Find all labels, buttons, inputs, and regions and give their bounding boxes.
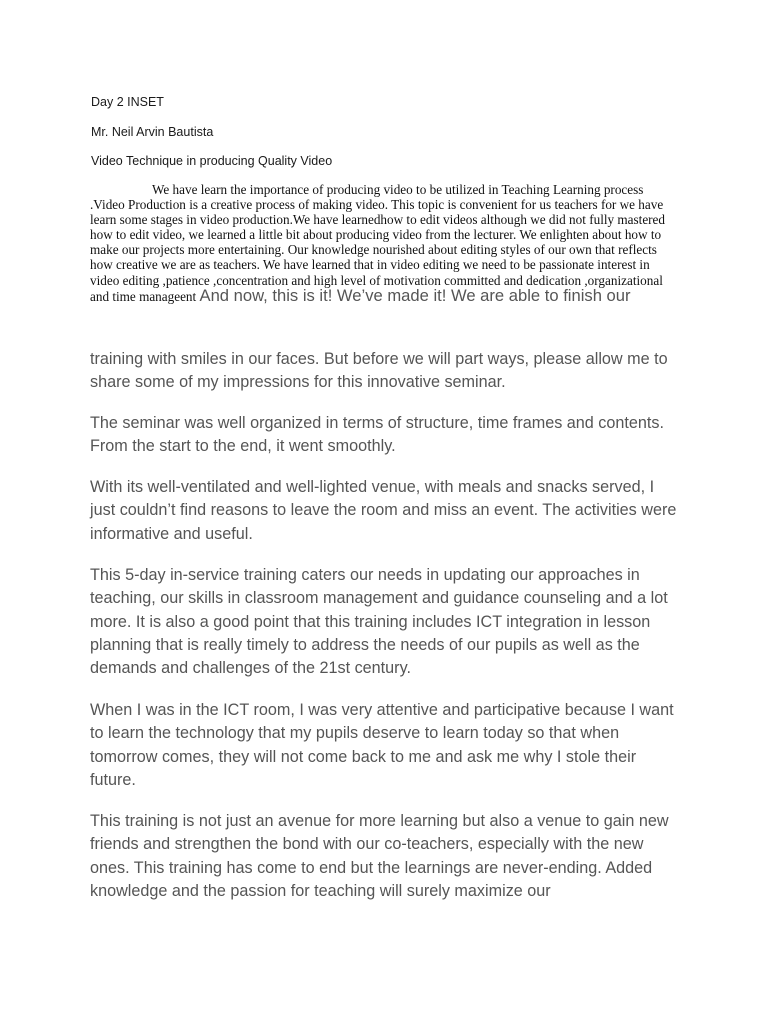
heading-day: Day 2 INSET bbox=[91, 95, 164, 109]
paragraph-1-continuation: training with smiles in our faces. But before we will part ways, please allow me to share some of my impressions for this innovative seminar. bbox=[90, 350, 668, 392]
paragraph-friends: This training is not just an avenue for more learning but also a venue to gain new friends and strengthen the bond with our co-teachers, especially with the new ones. This training has come to end but the learnings are never-ending. Added knowledge and the passion for teaching will surely maximize our bbox=[90, 812, 669, 900]
heading-topic: Video Technique in producing Quality Video bbox=[91, 154, 333, 168]
inline-sans-start: And now, this is it! We’ve made it! We are able to finish our bbox=[199, 285, 631, 305]
heading-presenter-name: Mr. Neil Arvin Bautista bbox=[91, 125, 214, 139]
serif-paragraph-text: We have learn the importance of producing video to be utilized in Teaching Learning process .Video Production is a creative process of making video. This topic is convenient for us teachers for we have learn some stages in video production.We have learnedhow to edit videos although we did not fully mastered how to edit video, we learned a little bit about producing video from the lecturer. We enlighten about how to make our projects more entertaining. Our knowledge nourished about editing styles of our own that reflects how creative we are as teachers. We have learned that in video editing we need to be passionate interest in video editing ,patience ,concentration and high level of motivation committed and dedication ,organizational and time manageent bbox=[90, 182, 666, 304]
paragraph-seminar-organization: The seminar was well organized in terms of structure, time frames and contents. From the start to the end, it went smoothly. bbox=[90, 414, 664, 456]
paragraph-ict-room: When I was in the ICT room, I was very attentive and participative because I want to learn the technology that my pupils deserve to learn today so that when tomorrow comes, they will not come back to me and ask me why I stole their future. bbox=[90, 701, 674, 789]
paragraph-venue: With its well-ventilated and well-lighted venue, with meals and snacks served, I just couldn’t find reasons to leave the room and miss an event. The activities were informative and useful. bbox=[90, 478, 677, 543]
paragraph-training-needs: This 5-day in-service training caters our needs in updating our approaches in teaching, our skills in classroom management and guidance counseling and a lot more. It is also a good point that this training includes ICT integration in lesson planning that is really timely to address the needs of our pupils as well as the demands and challenges of the 21st century. bbox=[90, 566, 668, 678]
serif-paragraph bbox=[90, 182, 680, 304]
